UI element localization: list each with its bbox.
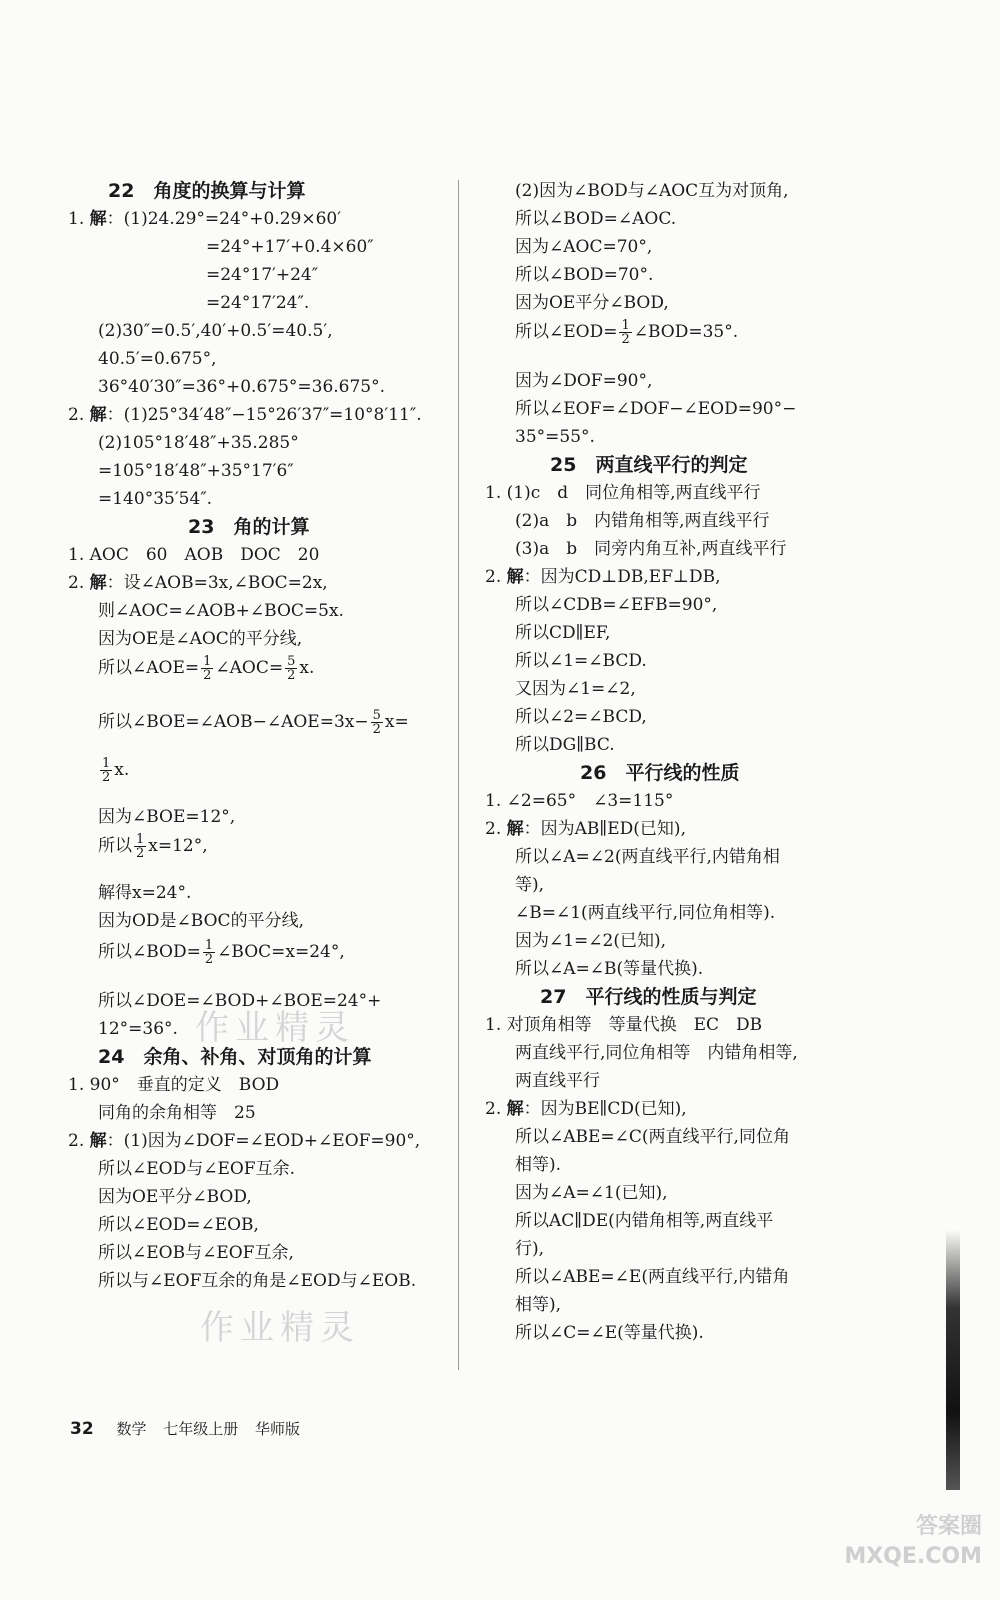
section-title: 27 平行线的性质与判定 [540,986,757,1008]
question-line [485,480,761,506]
section-title: 26 平行线的性质 [580,762,740,784]
answer-line: 所以DG∥BC. [515,735,615,755]
solution-label: 解 [89,573,107,593]
formula-line [98,702,409,742]
fraction [619,319,631,346]
answer-line: ∠B=∠1(两直线平行,同位角相等). [515,903,776,923]
answer-line: 36°40′30″=36°+0.675°=36.675°. [98,377,386,397]
answer-line: (3)a b 同旁内角互补,两直线平行 [515,539,787,559]
solution-label: 解 [89,209,107,229]
answer-line: (2)a b 内错角相等,两直线平行 [515,511,770,531]
answer-line: 所以∠C=∠E(等量代换). [515,1323,704,1343]
answer-line: 两直线平行 [515,1071,600,1091]
watermark: 作业精灵 [200,1308,360,1348]
answer-text: (1)c d 同位角相等,两直线平行 [506,483,761,503]
question-number: 1. [68,1075,85,1095]
fraction-numerator: 1 [621,318,630,333]
formula-line [98,932,345,972]
formula-line [98,750,129,790]
answer-line: 所以∠EOB与∠EOF互余, [98,1243,294,1263]
answer-line: 所以∠2=∠BCD, [515,707,647,727]
question-line [485,816,686,842]
question-line [485,564,721,590]
section-title: 23 角的计算 [188,516,310,538]
answer-line: =24°17′+24″ [206,265,319,285]
fraction-denominator: 2 [203,668,212,683]
answer-line: 因为∠1=∠2(已知), [515,931,667,951]
answer-line: 因为OE平分∠BOD, [98,1187,252,1207]
formula-line [515,312,738,352]
fraction-numerator: 1 [204,938,214,953]
fraction-numerator: 1 [136,832,145,847]
answer-line: 解得x=24°. [98,883,192,903]
question-line [68,542,319,568]
answer-line: 因为∠DOF=90°, [515,371,653,391]
answer-line: =24°+17′+0.4×60″ [206,237,374,257]
answer-line: 所以∠ABE=∠C(两直线平行,同位角 [515,1127,790,1147]
fraction-denominator: 2 [372,722,381,737]
fraction [371,709,383,736]
formula-line [98,648,314,688]
page-number: 32 [70,1419,94,1439]
answer-line: =105°18′48″+35°17′6″ [98,461,294,481]
brand-watermark [844,1512,982,1572]
formula-text: x. [114,760,130,780]
footer-edition: 华师版 [255,1420,301,1438]
answer-text: AOC 60 AOB DOC 20 [89,545,320,565]
answer-text: 90° 垂直的定义 BOD [89,1075,280,1095]
answer-line: 因为∠AOC=70°, [515,237,653,257]
answer-text: ：(1)25°34′48″−15°26′37″=10°8′11″. [106,405,422,425]
answer-line: =140°35′54″. [98,489,213,509]
answer-line: 同角的余角相等 25 [98,1103,256,1123]
formula-text: ∠BOC=x=24°, [217,942,345,962]
question-line [68,1072,279,1098]
question-line [485,1096,687,1122]
footer-grade: 七年级上册 [163,1420,239,1438]
answer-line: 所以CD∥EF, [515,623,611,643]
answer-line: 所以∠DOE=∠BOD+∠BOE=24°+ [98,991,382,1011]
formula-text: 所以∠AOE= [98,658,200,678]
formula-line [98,826,208,866]
answer-text: ：(1)因为∠DOF=∠EOD+∠EOF=90°, [106,1131,421,1151]
fraction-denominator: 2 [621,332,630,347]
question-line [485,788,673,814]
answer-line: 因为OE平分∠BOD, [515,293,669,313]
solution-label: 解 [506,567,524,587]
formula-text: x= [384,712,409,732]
fraction [201,655,213,682]
answer-line: 因为∠A=∠1(已知), [515,1183,668,1203]
answer-text: ：因为AB∥ED(已知), [523,819,686,839]
answer-line: 所以AC∥DE(内错角相等,两直线平 [515,1211,774,1231]
question-line [68,206,341,232]
answer-line: 等), [515,875,545,895]
answer-text: ：因为BE∥CD(已知), [523,1099,687,1119]
answer-line: 40.5′=0.675°, [98,349,217,369]
fraction [203,939,215,966]
solution-label: 解 [89,1131,107,1151]
fraction-denominator: 2 [204,952,214,967]
formula-text: ∠BOD=35°. [633,322,739,342]
answer-line: 所以∠EOF=∠DOF−∠EOD=90°− [515,399,797,419]
answer-line: 所以∠CDB=∠EFB=90°, [515,595,718,615]
question-number: 2. [485,819,502,839]
fraction-denominator: 2 [102,770,111,785]
answer-line: 行), [515,1239,545,1259]
watermark: 作业精灵 [195,1008,355,1048]
answer-text: ：因为CD⊥DB,EF⊥DB, [523,567,721,587]
answer-line: 相等). [515,1155,562,1175]
answer-text: ：设∠AOB=3x,∠BOC=2x, [106,573,328,593]
question-number: 2. [68,1131,85,1151]
answer-text: ∠2=65° ∠3=115° [506,791,674,811]
answer-line: =24°17′24″. [206,293,310,313]
solution-label: 解 [89,405,107,425]
answer-line: 所以∠BOD=70°. [515,265,654,285]
question-number: 1. [485,791,502,811]
fraction [285,655,297,682]
question-number: 1. [485,483,502,503]
formula-text: 所以∠EOD= [515,322,618,342]
answer-line: 所以∠EOD与∠EOF互余. [98,1159,296,1179]
answer-line: 两直线平行,同位角相等 内错角相等, [515,1043,798,1063]
answer-line: 所以与∠EOF互余的角是∠EOD与∠EOB. [98,1271,417,1291]
question-line [68,1128,420,1154]
answer-line: 所以∠A=∠2(两直线平行,内错角相 [515,847,780,867]
solution-label: 解 [506,819,524,839]
question-number: 2. [68,405,85,425]
answer-line: 因为OD是∠BOC的平分线, [98,911,304,931]
page-footer [70,1418,312,1439]
fraction [134,833,146,860]
question-number: 2. [485,567,502,587]
footer-subject: 数学 [116,1420,147,1438]
formula-text: x=12°, [148,836,208,856]
answer-line: 所以∠BOD=∠AOC. [515,209,677,229]
answer-line: 因为OE是∠AOC的平分线, [98,629,303,649]
fraction-denominator: 2 [136,846,145,861]
answer-line: 12°=36°. [98,1019,178,1039]
question-number: 1. [68,545,85,565]
fraction-numerator: 5 [287,654,296,669]
question-number: 2. [68,573,85,593]
brand-name: 答案圈 [915,1514,982,1539]
column-divider [458,180,459,1370]
answer-line: 所以∠EOD=∠EOB, [98,1215,259,1235]
brand-url: MXQE.COM [844,1544,982,1569]
fraction-numerator: 1 [102,756,111,771]
section-title: 22 角度的换算与计算 [108,180,306,202]
question-line [68,570,328,596]
question-number: 1. [485,1015,502,1035]
formula-text: 所以∠BOE=∠AOB−∠AOE=3x− [98,712,369,732]
fraction-denominator: 2 [287,668,296,683]
formula-text: 所以 [98,836,132,856]
solution-label: 解 [506,1099,524,1119]
formula-text: ∠AOC= [215,658,284,678]
answer-line: 35°=55°. [515,427,595,447]
question-number: 2. [485,1099,502,1119]
section-title: 24 余角、补角、对顶角的计算 [98,1046,372,1068]
answer-line: 因为∠BOE=12°, [98,807,236,827]
formula-text: 所以∠BOD= [98,942,201,962]
answer-line: (2)30″=0.5′,40′+0.5′=40.5′, [98,321,333,341]
fraction-numerator: 5 [372,708,381,723]
fraction-numerator: 1 [203,654,212,669]
answer-line: (2)105°18′48″+35.285° [98,433,299,453]
section-title: 25 两直线平行的判定 [550,454,748,476]
answer-text: ：(1)24.29°=24°+0.29×60′ [106,209,342,229]
answer-line: 则∠AOC=∠AOB+∠BOC=5x. [98,601,344,621]
question-line [485,1012,762,1038]
answer-text: 对顶角相等 等量代换 EC DB [506,1015,763,1035]
question-number: 1. [68,209,85,229]
answer-line: 所以∠ABE=∠E(两直线平行,内错角 [515,1267,790,1287]
answer-line: (2)因为∠BOD与∠AOC互为对顶角, [515,181,789,201]
answer-line: 所以∠A=∠B(等量代换). [515,959,704,979]
answer-line: 又因为∠1=∠2, [515,679,636,699]
formula-text: x. [299,658,315,678]
question-line [68,402,422,428]
answer-line: 相等), [515,1295,562,1315]
answer-line: 所以∠1=∠BCD. [515,651,647,671]
page-edge-shadow [946,1230,960,1490]
fraction [100,757,112,784]
